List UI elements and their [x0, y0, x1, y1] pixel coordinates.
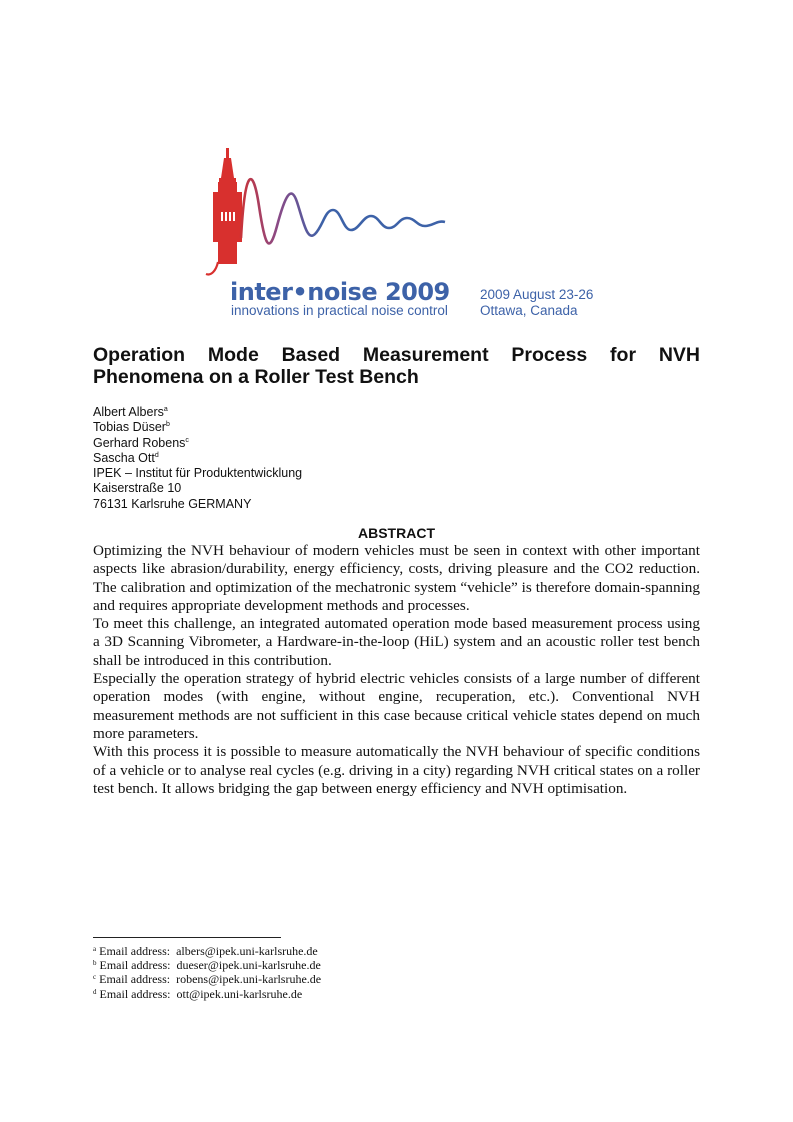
abstract-paragraph: Especially the operation strategy of hybrid electric vehicles consists of a large number of different operation modes (with engine, without engine, recuperation, etc.). Conventional NVH measurement methods are not sufficient in this case because critical vehicle states depend on much more parameters.: [93, 670, 700, 742]
abstract-paragraph: Optimizing the NVH behaviour of modern vehicles must be seen in context with other important aspects like abrasion/durability, energy efficiency, costs, driving pleasure and the CO2 reduction. The calibration and optimization of the mechatronic system “vehicle” is therefore domain-spanning and requires appropriate development methods and processes.: [93, 542, 700, 614]
footnote: $^d$ Email address: ott@ipek.uni-karlsruhe.de: [93, 986, 303, 1001]
abstract-heading: ABSTRACT: [358, 525, 435, 541]
affiliation-line: IPEK – Institut für Produktentwicklung: [93, 466, 303, 481]
abstract-paragraph: With this process it is possible to measure automatically the NVH behaviour of specific conditions of a vehicle or to analyse real cycles (e.g. driving in a city) regarding NVH critical states on a roller test bench. It allows bridging the gap between energy efficiency and NVH optimisation.: [93, 743, 700, 797]
conference-date: 2009 August 23-26: [480, 287, 594, 302]
conference-location: Ottawa, Canada: [480, 303, 578, 318]
affiliation-line: Kaiserstraße 10: [93, 481, 182, 496]
footnotes: [93, 944, 321, 1001]
abstract-paragraph: To meet this challenge, an integrated automated operation mode based measurement process using a 3D Scanning Vibrometer, a Hardware-in-the-loop (HiL) system and an acoustic roller test bench shall be introduced in this contribution.: [93, 615, 700, 669]
author-block: [93, 405, 302, 512]
footnote: $^a$ Email address: albers@ipek.uni-karlsruhe.de: [93, 944, 318, 958]
author-line: Tobias Düser$^b$: [93, 420, 170, 435]
abstract-body: [93, 542, 700, 798]
email-address: robens@ipek.uni-karlsruhe.de: [176, 972, 322, 987]
sound-wave-icon: [241, 179, 445, 243]
email-address: ott@ipek.uni-karlsruhe.de: [176, 986, 303, 1001]
author-line: Sascha Ott$^d$: [93, 450, 159, 465]
logo-tagline: innovations in practical noise control: [231, 303, 448, 318]
red-ribbon-line: [206, 262, 218, 274]
logo-wordmark: inter•noise 2009: [230, 278, 450, 306]
author-line: Gerhard Robens$^c$: [93, 435, 189, 450]
email-address: dueser@ipek.uni-karlsruhe.de: [176, 958, 321, 973]
paper-title: Operation Mode Based Measurement Process for NVH Phenomena on a Roller Test Bench: [93, 344, 700, 388]
footnote: $^b$ Email address: dueser@ipek.uni-karlsruhe.de: [93, 958, 321, 973]
author-line: Albert Albers$^a$: [93, 405, 168, 419]
affiliation-line: 76131 Karlsruhe GERMANY: [93, 496, 252, 511]
logo-graphic: [205, 146, 625, 278]
email-address: albers@ipek.uni-karlsruhe.de: [176, 944, 318, 958]
peace-tower-icon: [213, 148, 242, 264]
footnote: $^c$ Email address: robens@ipek.uni-karlsruhe.de: [93, 972, 322, 987]
conference-logo: [205, 146, 625, 326]
footnote-divider: [93, 937, 281, 938]
